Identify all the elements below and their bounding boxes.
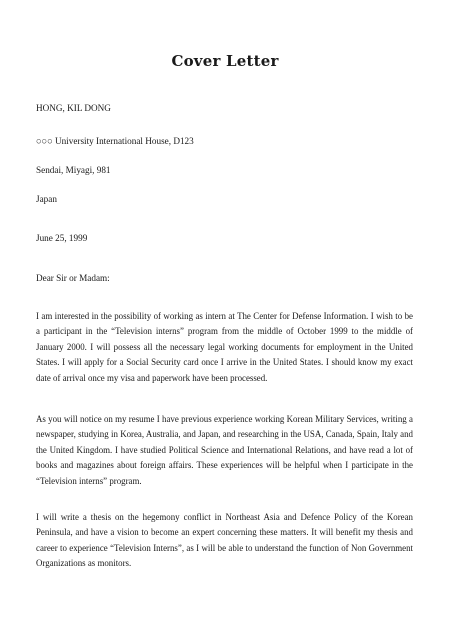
document-title: Cover Letter: [171, 52, 279, 70]
sender-country: Japan: [36, 194, 57, 204]
salutation: Dear Sir or Madam:: [36, 273, 110, 283]
body-paragraph-2: As you will notice on my resume I have previous experience working Korean Military Services, writing a newspaper, studying in Korea, Australia, and Japan, and researching in the USA, Canada, Spain, Italy and the United Kingdom. I have studied Political Science and International Relations, and have read a lot of books and magazines about foreign affairs. These experiences will be helpful when I participate in the “Television interns” program.: [36, 414, 413, 486]
body-paragraph-1: I am interested in the possibility of working as intern at The Center for Defense Information. I wish to be a participant in the “Television interns” program from the middle of October 1999 to the middle of January 2000. I will possess all the necessary legal working documents for employment in the United States. I will apply for a Social Security card once I arrive in the United States. I should know my exact date of arrival once my visa and paperwork have been processed.: [36, 311, 413, 383]
letter-date: June 25, 1999: [36, 233, 88, 243]
sender-address-line2: Sendai, Miyagi, 981: [36, 165, 111, 175]
sender-name: HONG, KIL DONG: [36, 103, 111, 113]
sender-address-line1: ○○○ University International House, D123: [36, 136, 194, 146]
body-paragraph-3: I will write a thesis on the hegemony conflict in Northeast Asia and Defence Policy of the Korean Peninsula, and have a vision to become an expert concerning these matters. It will benefit my thesis and career to experience “Television Interns”, as I will be able to understand the function of Non Government Organizations as monitors.: [36, 512, 413, 569]
